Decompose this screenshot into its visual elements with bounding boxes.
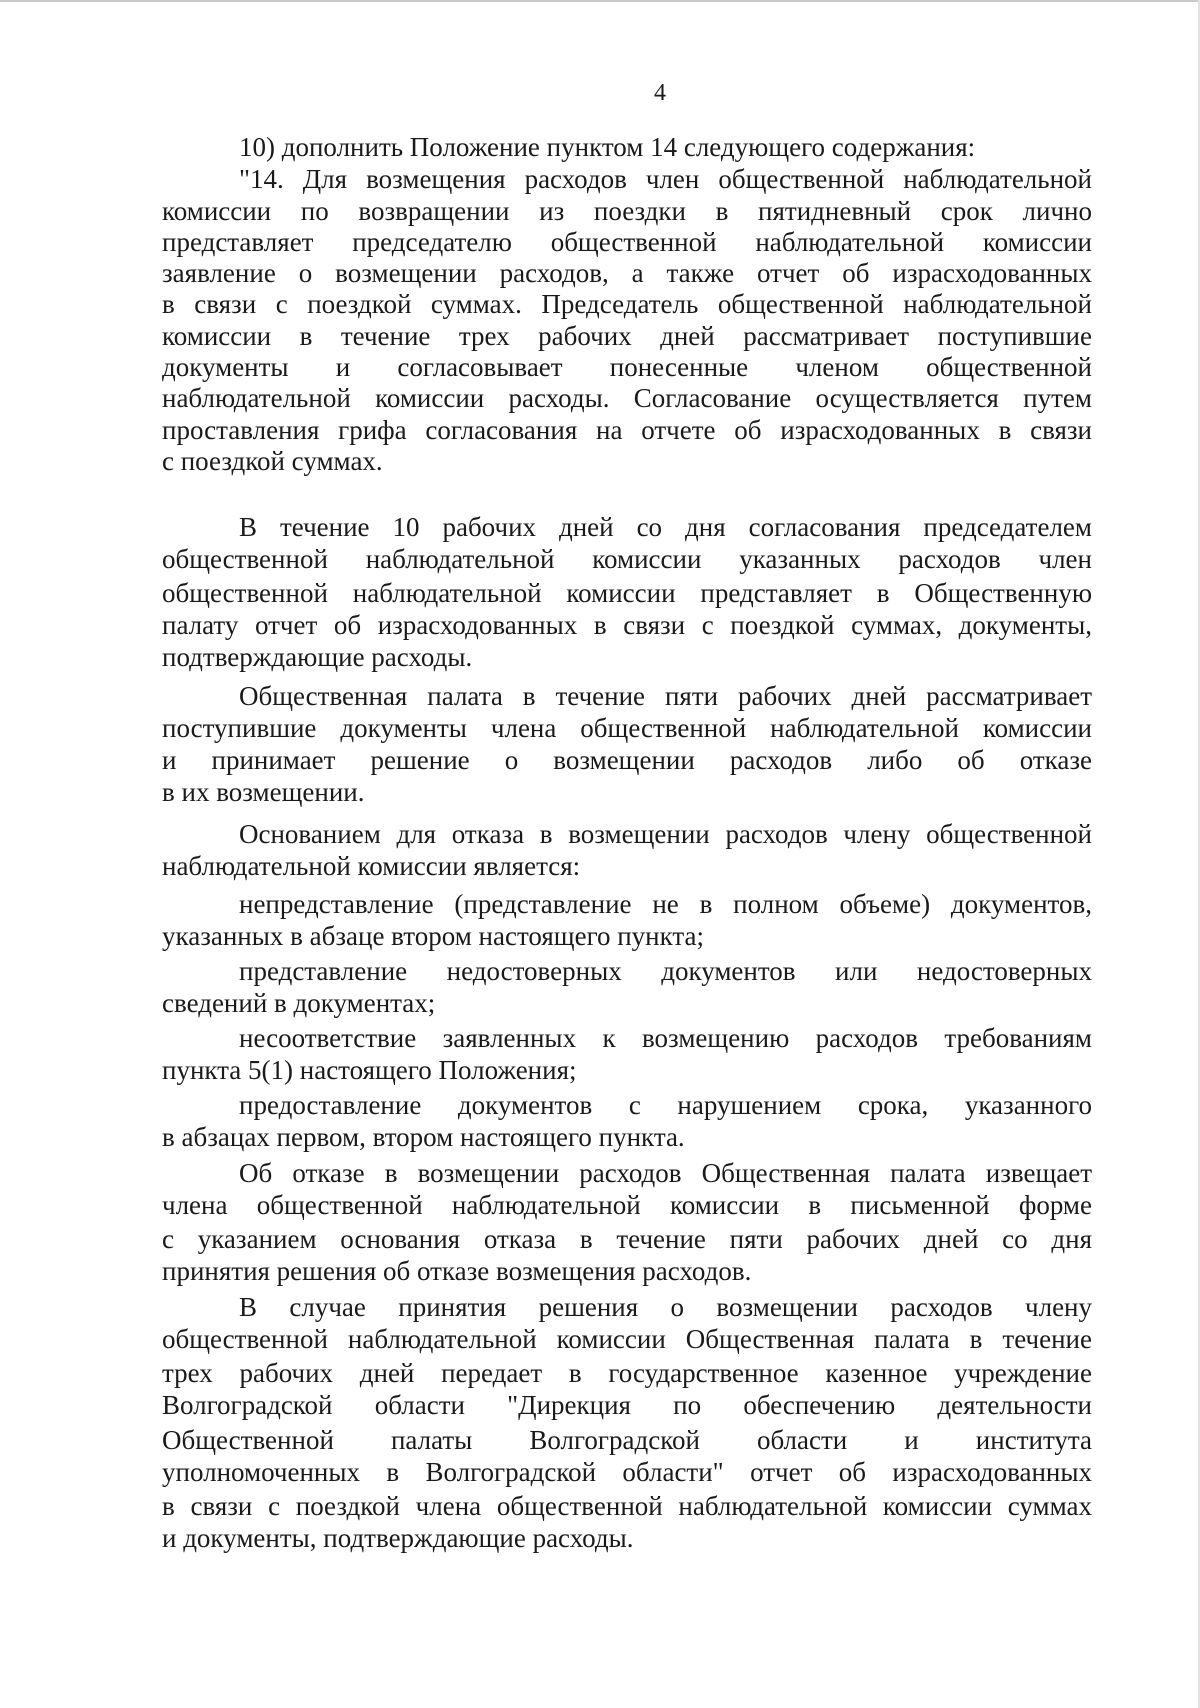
text-line: в их возмещении. [162, 777, 365, 807]
text-line: Волгоградской области "Дирекция по обеспечению деятельности [162, 1390, 1092, 1420]
text-line: и документы, подтверждающие расходы. [162, 1523, 634, 1553]
text-line: В случае принятия решения о возмещении расходов члену [239, 1292, 1092, 1322]
text-line: и принимает решение о возмещении расходов либо об отказе [162, 745, 1092, 775]
text-line: подтверждающие расходы. [162, 642, 473, 672]
text-line: Об отказе в возмещении расходов Общественная палата извещает [239, 1158, 1092, 1188]
text-line: указанных в абзаце втором настоящего пункта; [162, 921, 704, 951]
text-line: наблюдательной комиссии является: [162, 851, 581, 881]
text-line: документы и согласовывает понесенные членом общественной [162, 352, 1092, 382]
text-line: в абзацах первом, втором настоящего пункта. [162, 1122, 685, 1152]
text-line: общественной наблюдательной комиссии указанных расходов член [162, 544, 1092, 574]
text-line: с указанием основания отказа в течение пяти рабочих дней со дня [162, 1224, 1092, 1254]
text-line: трех рабочих дней передает в государственное казенное учреждение [162, 1358, 1092, 1388]
scan-edge-top [0, 0, 1200, 2]
text-line: принятия решения об отказе возмещения расходов. [162, 1256, 752, 1286]
text-line: "14. Для возмещения расходов член общественной наблюдательной [239, 164, 1092, 194]
text-line: проставления грифа согласования на отчете об израсходованных в связи [162, 415, 1092, 445]
text-line: Общественной палаты Волгоградской области и института [162, 1425, 1092, 1455]
text-line: представление недостоверных документов или недостоверных [239, 956, 1092, 986]
text-line: В течение 10 рабочих дней со дня согласования председателем [239, 512, 1092, 542]
text-line: заявление о возмещении расходов, а также отчет об израсходованных [162, 258, 1092, 288]
text-line: пункта 5(1) настоящего Положения; [162, 1055, 577, 1085]
text-line: в связи с поездкой суммах. Председатель общественной наблюдательной [162, 289, 1092, 319]
text-line: палату отчет об израсходованных в связи с поездкой суммах, документы, [162, 610, 1092, 640]
text-line: с поездкой суммах. [162, 446, 383, 476]
page-number: 4 [654, 80, 666, 106]
text-line: члена общественной наблюдательной комиссии в письменной форме [162, 1190, 1092, 1220]
text-line: Основанием для отказа в возмещении расходов члену общественной [239, 819, 1092, 849]
text-line: уполномоченных в Волгоградской области" отчет об израсходованных [162, 1457, 1092, 1487]
text-line: в связи с поездкой члена общественной наблюдательной комиссии суммах [162, 1491, 1092, 1521]
text-line: общественной наблюдательной комиссии Общественная палата в течение [162, 1324, 1092, 1354]
text-line: общественной наблюдательной комиссии представляет в Общественную [162, 578, 1092, 608]
text-line: Общественная палата в течение пяти рабочих дней рассматривает [239, 681, 1092, 711]
text-line: предоставление документов с нарушением срока, указанного [239, 1090, 1092, 1120]
text-line: 10) дополнить Положение пунктом 14 следующего содержания: [239, 132, 976, 162]
text-line: несоответствие заявленных к возмещению расходов требованиям [239, 1023, 1092, 1053]
text-line: комиссии в течение трех рабочих дней рассматривает поступившие [162, 321, 1092, 351]
text-line: сведений в документах; [162, 988, 436, 1018]
text-line: представляет председателю общественной наблюдательной комиссии [162, 227, 1092, 257]
text-line: комиссии по возвращении из поездки в пятидневный срок лично [162, 196, 1092, 226]
text-line: поступившие документы члена общественной наблюдательной комиссии [162, 713, 1092, 743]
text-line: непредставление (представление не в полном объеме) документов, [239, 889, 1092, 919]
text-line: наблюдательной комиссии расходы. Согласование осуществляется путем [162, 383, 1092, 413]
